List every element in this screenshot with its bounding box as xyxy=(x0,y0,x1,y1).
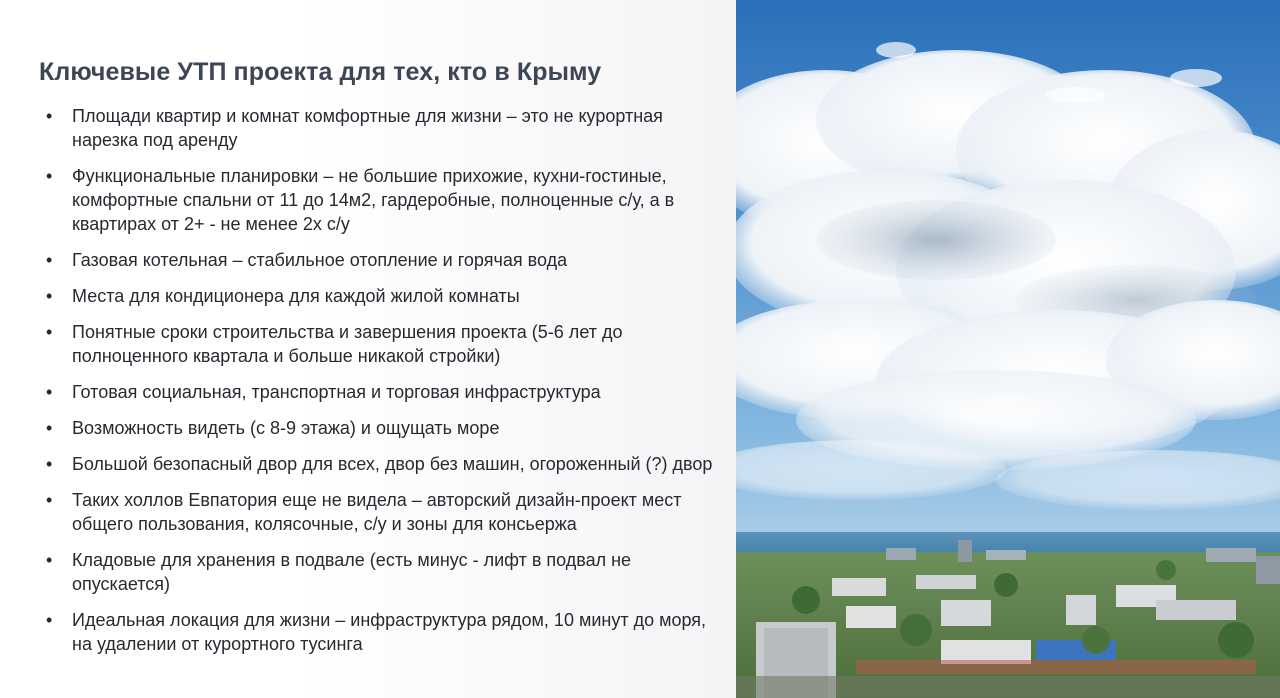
bullet-icon: • xyxy=(46,454,53,474)
list-item xyxy=(46,320,716,368)
city-sky-photo xyxy=(736,0,1280,698)
list-item xyxy=(46,452,716,476)
list-item xyxy=(46,608,716,656)
list-item-text: Места для кондиционера для каждой жилой комнаты xyxy=(72,286,520,306)
list-item-text: Таких холлов Евпатория еще не видела – авторский дизайн-проект мест общего пользования, колясочные, с/у и зоны для консьержа xyxy=(72,490,682,534)
bullet-icon: • xyxy=(46,322,53,342)
bullet-icon: • xyxy=(46,250,53,270)
bullet-icon: • xyxy=(46,550,53,570)
list-item xyxy=(46,164,716,236)
slide-title: Ключевые УТП проекта для тех, кто в Крыму xyxy=(39,58,602,86)
bullet-icon: • xyxy=(46,106,53,126)
list-item-text: Возможность видеть (с 8-9 этажа) и ощущать море xyxy=(72,418,500,438)
bullet-icon: • xyxy=(46,418,53,438)
list-item xyxy=(46,284,716,308)
bullet-icon: • xyxy=(46,490,53,510)
list-item-text: Газовая котельная – стабильное отопление и горячая вода xyxy=(72,250,568,270)
list-item-text: Понятные сроки строительства и завершения проекта (5-6 лет до полноценного квартала и больше никакой стройки) xyxy=(72,322,623,366)
list-item-text: Большой безопасный двор для всех, двор без машин, огороженный (?) двор xyxy=(72,454,713,474)
list-item xyxy=(46,104,716,152)
city-skyline xyxy=(736,540,1280,698)
list-item xyxy=(46,416,716,440)
bullet-icon: • xyxy=(46,286,53,306)
bullet-icon: • xyxy=(46,382,53,402)
bullet-icon: • xyxy=(46,610,53,630)
list-item-text: Кладовые для хранения в подвале (есть минус - лифт в подвал не опускается) xyxy=(72,550,632,594)
list-item-text: Площади квартир и комнат комфортные для жизни – это не курортная нарезка под аренду xyxy=(72,106,663,150)
city-sky-illustration xyxy=(736,0,1280,698)
list-item xyxy=(46,548,716,596)
list-item-text: Идеальная локация для жизни – инфраструктура рядом, 10 минут до моря, на удалении от курортного тусинга xyxy=(72,610,707,654)
list-item-text: Готовая социальная, транспортная и торговая инфраструктура xyxy=(72,382,601,402)
list-item xyxy=(46,248,716,272)
bullet-list xyxy=(46,104,716,668)
bullet-icon: • xyxy=(46,166,53,186)
list-item xyxy=(46,380,716,404)
list-item-text: Функциональные планировки – не большие прихожие, кухни-гостиные, комфортные спальни от 11 до 14м2, гардеробные, полноценные с/у, а в квартирах от 2+ - не менее 2х с/у xyxy=(72,166,675,234)
list-item xyxy=(46,488,716,536)
